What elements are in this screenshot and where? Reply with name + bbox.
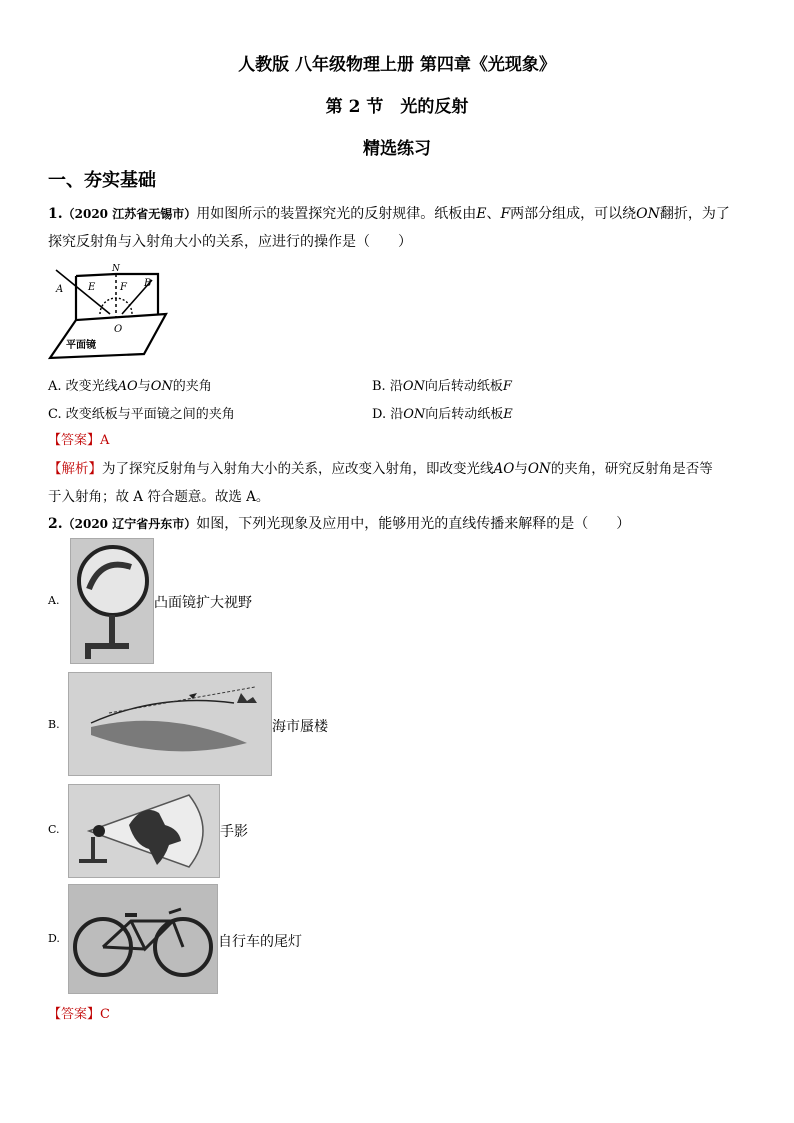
question-source: （2020 江苏省无锡市）	[62, 207, 197, 221]
question-number: 1.	[48, 206, 63, 222]
label-f: F	[120, 282, 127, 293]
separator: 、	[486, 206, 501, 222]
q2-option-c-text: 手影	[220, 824, 248, 840]
variable-f: F	[500, 206, 511, 222]
label-b: B	[144, 278, 152, 289]
question-1-line-1	[48, 203, 730, 223]
label-e: E	[88, 282, 96, 293]
option-c: C. 改变纸板与平面镜之间的夹角	[48, 407, 235, 422]
q2-option-d-text: 自行车的尾灯	[218, 934, 302, 950]
q2-option-c-letter: C.	[48, 823, 60, 836]
variable-on: ON	[636, 206, 660, 222]
answer-1: 【答案】A	[48, 433, 110, 448]
answer-2: 【答案】C	[48, 1007, 110, 1022]
hand-shadow-image	[68, 784, 220, 878]
document-title: 人教版 八年级物理上册 第四章《光现象》	[238, 55, 556, 75]
label-a: A	[56, 284, 64, 295]
option-b: B. 沿ON向后转动纸板F	[372, 379, 512, 394]
question-2-stem: 2.（2020 辽宁省丹东市）如图，下列光现象及应用中，能够用光的直线传播来解释的是（ ）	[48, 516, 631, 532]
q2-option-b-text: 海市蜃楼	[272, 719, 328, 735]
q2-option-b-letter: B.	[48, 718, 60, 731]
q2-option-d-letter: D.	[48, 932, 60, 945]
mirror-plane	[50, 314, 166, 358]
explanation-1-line-1: 【解析】为了探究反射角与入射角大小的关系，应改变入射角，即改变光线AO与ON的夹角，研究反射角是否等	[48, 461, 713, 477]
option-a: A. 改变光线AO与ON的夹角	[48, 379, 212, 394]
variable-e: E	[476, 206, 487, 222]
label-n: N	[112, 264, 120, 274]
question-1-line-2: 探究反射角与入射角大小的关系，应进行的操作是（ ）	[48, 234, 412, 250]
part-heading: 一、夯实基础	[48, 170, 156, 191]
section-title: 第 2 节 光的反射	[325, 97, 469, 117]
q2-option-a-letter: A.	[48, 594, 60, 607]
reflection-apparatus-figure	[48, 262, 178, 362]
bicycle-image	[68, 884, 218, 994]
subtitle: 精选练习	[363, 139, 431, 159]
option-d: D. 沿ON向后转动纸板E	[372, 407, 513, 422]
mirage-image	[68, 672, 272, 776]
question-text: 翻折，为了	[659, 206, 730, 222]
q2-option-a-text: 凸面镜扩大视野	[154, 595, 252, 611]
question-text: 两部分组成，可以绕	[510, 206, 637, 222]
label-o: O	[114, 324, 123, 335]
convex-mirror-image	[70, 538, 154, 664]
question-text: 用如图所示的装置探究光的反射规律。纸板由	[196, 206, 477, 222]
explanation-1-line-2: 于入射角；故 A 符合题意。故选 A。	[48, 489, 270, 505]
label-mirror: 平面镜	[66, 340, 96, 351]
